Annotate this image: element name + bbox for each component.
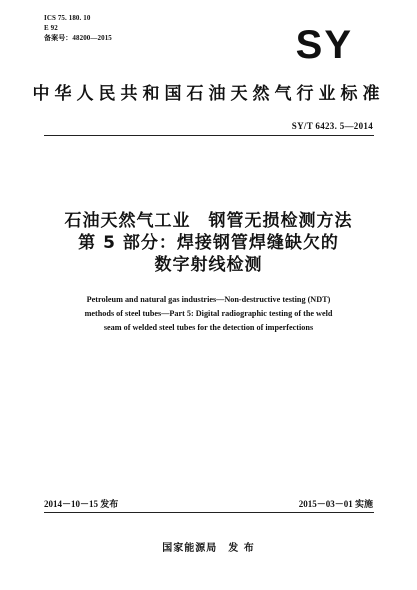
bottom-divider [44, 512, 374, 513]
publisher: 国家能源局 发 布 [162, 543, 255, 554]
title-en-line-1: Petroleum and natural gas industries—Non-destructive testing (NDT) [86, 295, 331, 304]
title-en-line-2: methods of steel tubes—Part 5: Digital radiographic testing of the weld [84, 309, 333, 318]
title-zh-line-2: 第 5 部分：焊接钢管焊缝缺欠的 [78, 233, 339, 253]
title-zh-line-1: 石油天然气工业 钢管无损检测方法 [64, 211, 353, 231]
standard-category-title: 中华人民共和国石油天然气行业标准 [32, 84, 385, 104]
implementation-date: 2015－03－01 实施 [298, 499, 373, 509]
top-divider [44, 135, 374, 136]
title-en-line-3: seam of welded steel tubes for the detection of imperfections [103, 323, 314, 332]
sy-logo: SY [295, 23, 353, 67]
title-zh-line-3: 数字射线检测 [154, 255, 263, 275]
standard-number: SY/T 6423. 5—2014 [291, 121, 373, 131]
issue-date: 2014－10－15 发布 [44, 499, 119, 509]
ics-code: ICS 75. 180. 10 [44, 14, 91, 22]
filing-number: 备案号：48200—2015 [44, 34, 112, 42]
classification-code: E 92 [44, 24, 58, 32]
